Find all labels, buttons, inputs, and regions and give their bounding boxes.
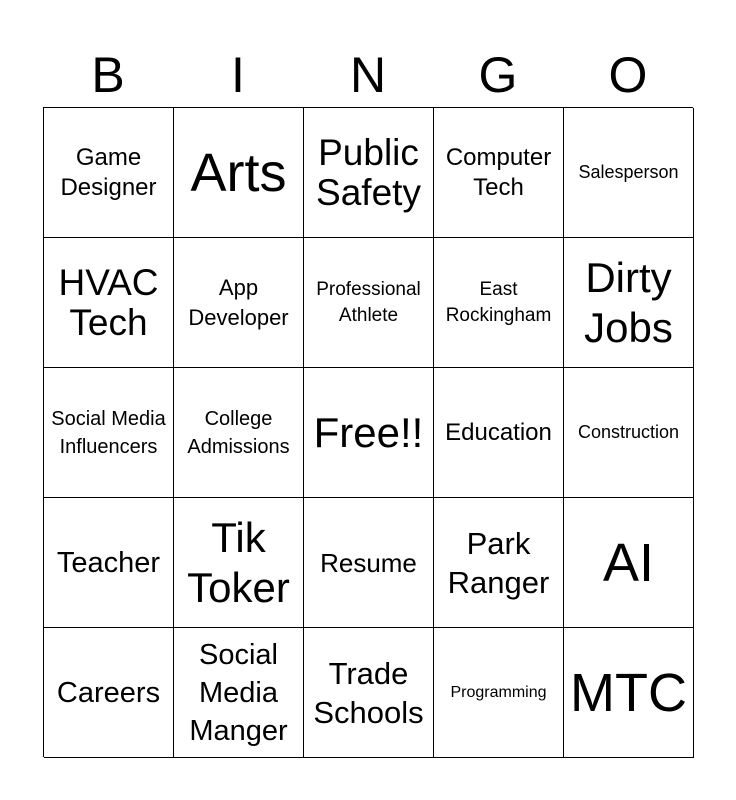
header-letter-o: O [608,47,648,103]
bingo-cell[interactable] [434,108,564,238]
bingo-cell[interactable] [44,628,174,758]
cell-label: Computer Tech [445,143,552,201]
bingo-cell[interactable] [174,238,304,368]
bingo-cell[interactable] [434,368,564,498]
cell-label: Programming [450,683,547,701]
cell-label: Arts [190,142,287,203]
bingo-cell[interactable] [434,498,564,628]
bingo-cell[interactable] [564,238,694,368]
cell-label: Social Media Influencers [51,407,166,458]
cell-label: Salesperson [578,162,679,182]
cell-label: Construction [577,422,680,442]
header-letter-b: B [91,47,125,103]
bingo-cell[interactable] [434,238,564,368]
cell-label: East Rockingham [445,278,552,326]
cell-label: Professional Athlete [316,278,421,326]
cell-label: Park Ranger [447,525,550,600]
bingo-cell[interactable] [564,108,694,238]
bingo-cell[interactable] [174,628,304,758]
cell-label: Education [445,418,552,446]
cell-label: Resume [320,547,417,578]
cell-label: AI [602,532,655,593]
cell-label: Trade Schools [313,655,424,730]
cell-label: HVAC Tech [58,261,159,343]
cell-label: Dirty Jobs [584,253,673,351]
bingo-cell[interactable] [174,498,304,628]
bingo-cell[interactable] [304,238,434,368]
header-letter-n: N [349,47,387,103]
cell-label: MTC [570,662,687,723]
bingo-cell[interactable] [174,108,304,238]
cell-label: Free!! [313,408,424,456]
bingo-cell[interactable] [44,238,174,368]
bingo-cell[interactable] [564,498,694,628]
cell-label: Public Safety [316,131,421,213]
bingo-header [43,44,693,106]
bingo-cell[interactable] [44,498,174,628]
bingo-cell[interactable] [44,368,174,498]
bingo-cell[interactable] [564,368,694,498]
cell-label: Tik Toker [187,513,290,611]
cell-label: College Admissions [187,407,290,458]
bingo-cell[interactable] [304,628,434,758]
cell-label: App Developer [188,274,289,330]
header-letter-i: I [231,47,245,103]
bingo-cell[interactable] [44,108,174,238]
cell-label: Careers [56,676,161,709]
bingo-board [43,107,693,757]
header-letter-g: G [478,47,518,103]
cell-label: Game Designer [60,143,157,201]
bingo-cell[interactable] [434,628,564,758]
cell-label: Teacher [56,546,161,579]
bingo-cell[interactable] [304,368,434,498]
bingo-cell[interactable] [174,368,304,498]
bingo-cell[interactable] [564,628,694,758]
bingo-cell[interactable] [304,108,434,238]
cell-label: Social Media Manger [189,638,288,747]
bingo-cell[interactable] [304,498,434,628]
